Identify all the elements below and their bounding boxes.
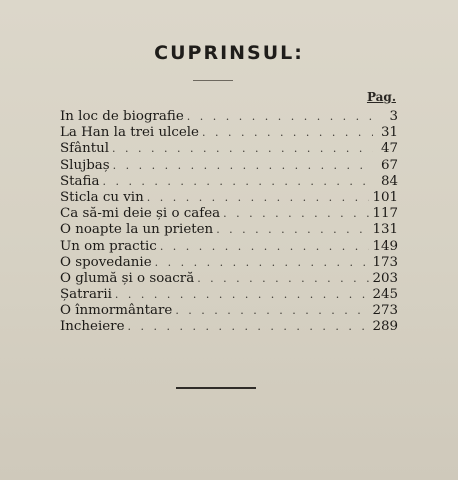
dot-leader — [147, 190, 370, 206]
toc-entry-title: Un om practic — [60, 238, 157, 254]
dot-leader — [113, 158, 373, 174]
toc-entry — [60, 206, 398, 222]
toc-entry-title: La Han la trei ulcele — [60, 125, 199, 141]
dot-leader — [216, 222, 369, 238]
toc-entry-title: Sticla cu vin — [60, 189, 144, 205]
dot-leader — [223, 206, 369, 222]
toc-entry — [60, 174, 398, 190]
toc-entry-title: O înmormântare — [60, 303, 173, 319]
toc-entry-page: 289 — [372, 319, 398, 335]
toc-entry-page: 101 — [372, 189, 398, 205]
toc-entry-page: 273 — [372, 303, 398, 319]
dot-leader — [197, 271, 369, 287]
toc-entry-page: 131 — [372, 222, 398, 238]
toc-entry — [60, 190, 398, 206]
title-divider — [193, 80, 233, 81]
toc-entry — [60, 125, 398, 141]
dot-leader — [160, 239, 370, 255]
toc-entry-title: O spovedanie — [60, 254, 152, 270]
toc-entry-page: 149 — [372, 238, 398, 254]
toc-entry-page: 67 — [380, 157, 398, 173]
page-title: CUPRINSUL: — [154, 42, 304, 64]
toc-entry — [60, 158, 398, 174]
toc-entry-page: 245 — [372, 287, 398, 303]
dot-leader — [128, 319, 370, 335]
toc-entry-page: 203 — [372, 270, 398, 286]
dot-leader — [187, 109, 373, 125]
toc-entry-page: 47 — [380, 141, 398, 157]
toc-entry-page: 31 — [380, 125, 398, 141]
toc-entry — [60, 319, 398, 335]
toc-entry-title: Stafia — [60, 173, 100, 189]
toc-entry-page: 84 — [380, 173, 398, 189]
dot-leader — [112, 141, 373, 157]
toc-entry — [60, 222, 398, 238]
dot-leader — [102, 174, 373, 190]
toc-entry-title: Incheiere — [60, 319, 125, 335]
toc-entry — [60, 287, 398, 303]
toc-entry-page: 3 — [389, 109, 398, 124]
table-of-contents — [60, 109, 398, 336]
end-divider — [176, 387, 256, 389]
toc-entry — [60, 271, 398, 287]
dot-leader — [175, 303, 369, 319]
toc-entry — [60, 239, 398, 255]
dot-leader — [115, 287, 370, 303]
page-column-label: Pag. — [366, 90, 396, 104]
toc-entry — [60, 303, 398, 319]
toc-entry-page: 173 — [372, 254, 398, 270]
toc-entry-title: Sfântul — [60, 141, 110, 157]
toc-entry-title: O noapte la un prieten — [60, 222, 214, 238]
toc-entry-title: O glumă și o soacră — [60, 270, 195, 286]
toc-entry — [60, 109, 398, 125]
toc-entry — [60, 141, 398, 157]
toc-entry-page: 117 — [372, 206, 398, 222]
dot-leader — [202, 125, 373, 141]
dot-leader — [155, 255, 370, 271]
toc-entry-title: Ca să-mi deie și o cafea — [60, 206, 221, 222]
toc-entry-title: In loc de biografie — [60, 109, 184, 124]
toc-entry-title: Slujbaș — [60, 157, 110, 173]
toc-entry-title: Șatrarii — [60, 287, 112, 303]
toc-entry — [60, 255, 398, 271]
